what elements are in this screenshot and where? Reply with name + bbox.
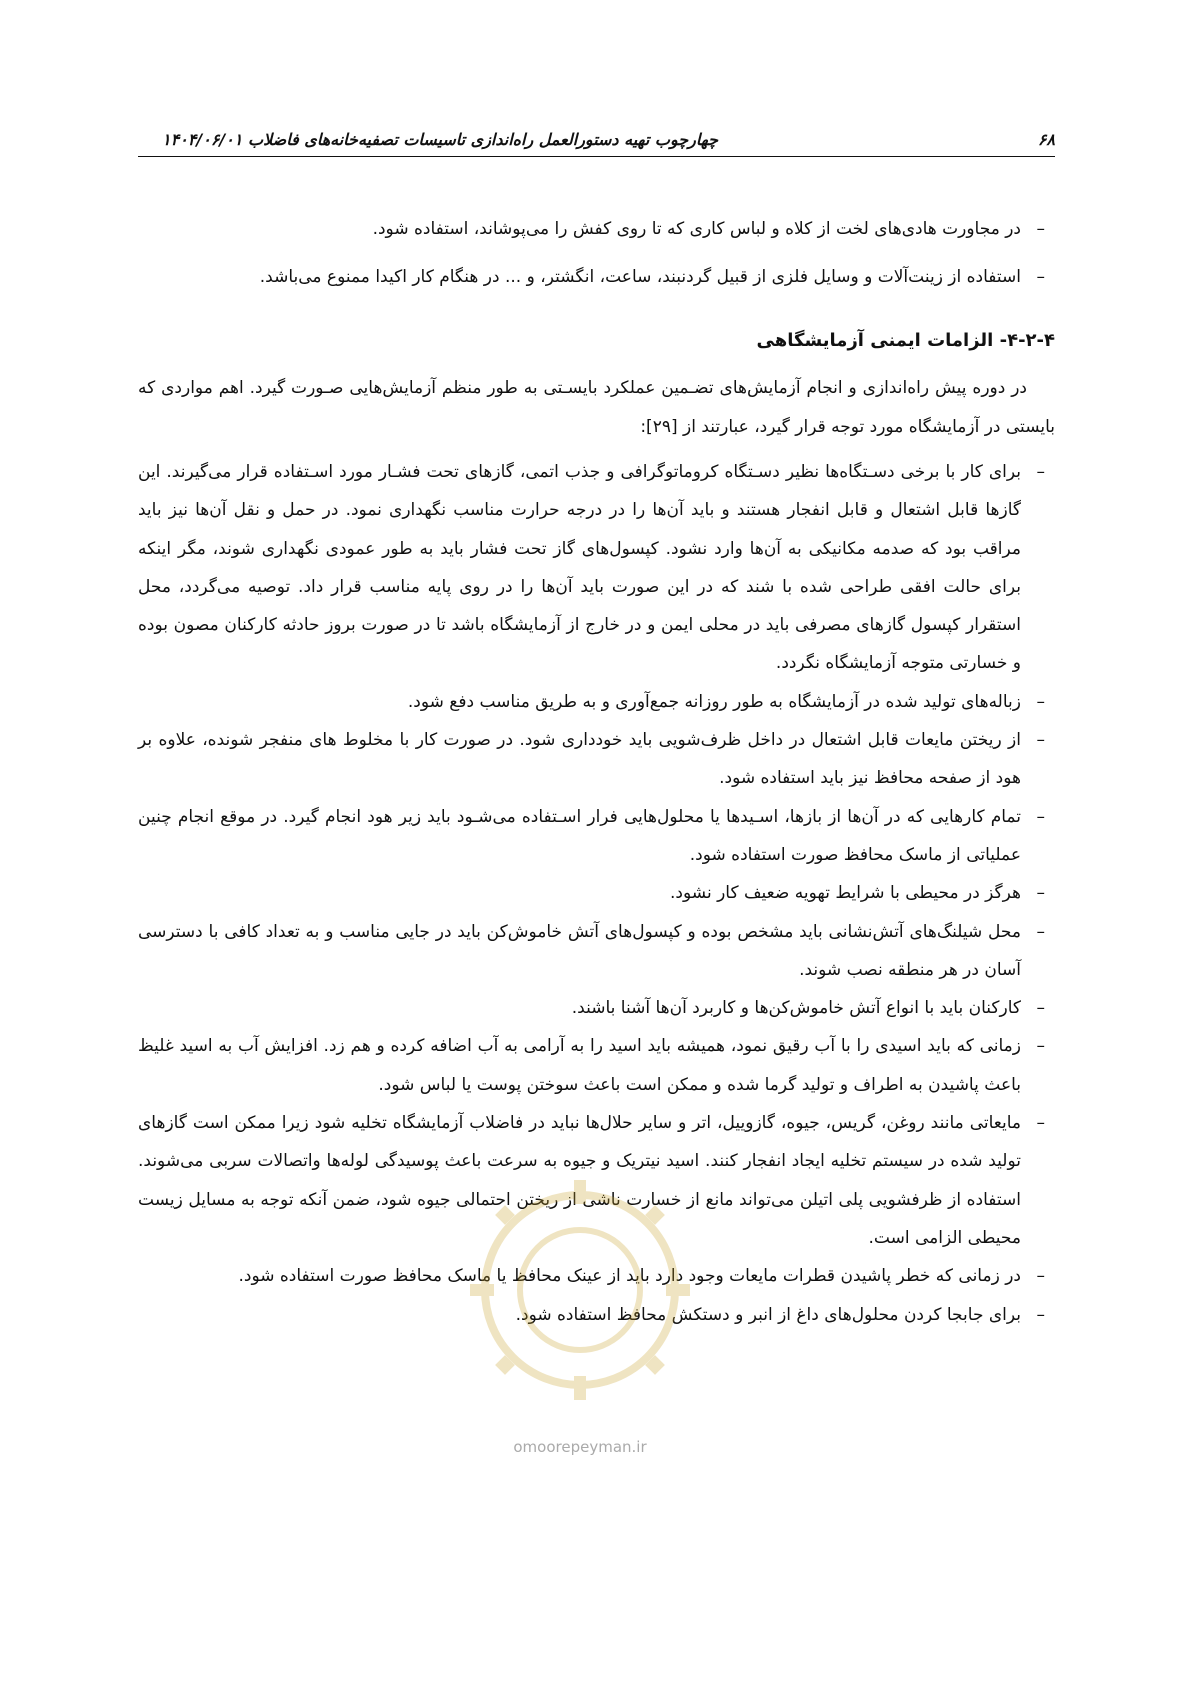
list-item (138, 798, 1055, 875)
bullet-dash: – (1036, 1036, 1045, 1057)
list-item (138, 683, 1055, 721)
list-item-text: استفاده از زینت‌آلات و وسایل فلزی از قبیل گردنبند، ساعت، انگشتر، و ... در هنگام کار اکیدا ممنوع می‌باشد. (259, 267, 1021, 287)
list-item (138, 913, 1055, 990)
header-title: چهارچوب تهیه دستورالعمل راه‌اندازی تاسیسات تصفیه‌خانه‌های فاضلاب (248, 130, 719, 149)
bullet-dash: – (1036, 267, 1045, 287)
section-intro: در دوره پیش راه‌اندازی و انجام آزمایش‌های تضـمین عملکرد بایسـتی به طور منظم آزمایش‌هایی صـورت گیرد. اهم مواردی که بایستی در آزمایشگاه مورد توجه قرار گیرد، عبارتند از [۲۹]: (138, 378, 1055, 437)
list-item-text: کارکنان باید با انواع آتش خاموش‌کن‌ها و کاربرد آن‌ها آشنا باشند. (571, 998, 1021, 1019)
list-item-text: از ریختن مایعات قابل اشتعال در داخل ظرف‌شویی باید خودداری شود. در صورت کار با مخلوط های منفجر شونده، علاوه بر هود از صفحه محافظ نیز باید استفاده شود. (138, 730, 1021, 789)
list-item-text: مایعاتی مانند روغن، گریس، جیوه، گازوییل، اتر و سایر حلال‌ها نباید در فاضلاب آزمایشگاه تخلیه شود زیرا ممکن است گازهای تولید شده در سیستم تخلیه ایجاد انفجار کنند. اسید نیتریک و جیوه به سرعت باعث پوسیدگی لوله‌ها واتصالات سربی می‌شوند. استفاده از ظرفشویی پلی اتیلن می‌تواند مانع از خسارت ناشی از ریختن احتمالی جیوه شود، ضمن آنکه توجه به مسایل زیست محیطی الزامی است. (138, 1113, 1021, 1248)
list-item (138, 453, 1055, 683)
list-item-text: محل شیلنگ‌های آتش‌نشانی باید مشخص بوده و کپسول‌های آتش خاموش‌کن باید در جایی مناسب و به تعداد کافی با دسترسی آسان در هر منطقه نصب شوند. (138, 921, 1021, 980)
page-body (138, 212, 1055, 1334)
page-header (138, 128, 1055, 154)
list-item-text: برای جابجا کردن محلول‌های داغ از انبر و دستکش محافظ استفاده شود. (515, 1304, 1021, 1325)
list-item-text: هرگز در محیطی با شرایط تهویه ضعیف کار نشود. (670, 883, 1021, 904)
watermark-url: omoorepeyman.ir (513, 1438, 647, 1456)
safety-bullet-list (138, 453, 1055, 1334)
list-item-text: تمام کارهایی که در آن‌ها از بازها، اسـیدها یا محلول‌هایی فرار اسـتفاده می‌شـود باید زیر هود انجام گیرد. در موقع انجام چنین عملیاتی از ماسک محافظ صورت استفاده شود. (138, 806, 1021, 865)
list-item (138, 1296, 1055, 1334)
section-heading: ۴-۲-۴- الزامات ایمنی آزمایشگاهی (756, 330, 1055, 351)
list-item (138, 1104, 1055, 1257)
page-number: ۶۸ (1037, 130, 1055, 149)
list-item-text: در مجاورت هادی‌های لخت از کلاه و لباس کاری که تا روی کفش را می‌پوشاند، استفاده شود. (372, 219, 1021, 239)
bullet-dash: – (1036, 1266, 1045, 1287)
bullet-dash: – (1036, 462, 1045, 482)
list-item (138, 721, 1055, 798)
list-item (138, 874, 1055, 912)
list-item-text: برای کار با برخی دسـتگاه‌ها نظیر دسـتگاه کروماتوگرافی و جذب اتمی، گازهای تحت فشـار مورد اسـتفاده قرار می‌گیرند. این گازها قابل اشتعال و قابل انفجار هستند و باید آن‌ها را در درجه حرارت مناسب نگهداری نمود. در حمل و نقل آن‌ها نیز باید مراقب بود که صدمه مکانیکی به آن‌ها وارد نشود. کپسول‌های گاز تحت فشار باید به طور عمودی نگهداری شوند، مگر اینکه برای حالت افقی طراحی شده با شند که در این صورت باید آن‌ها را در روی پایه مناسب قرار داد. توصیه می‌گردد، محل استقرار کپسول گازهای مصرفی باید در محلی ایمن و در خارج از آزمایشگاه باشد تا در صورت بروز حادثه کارکنان مصون بوده و خسارتی متوجه آزمایشگاه نگردد. (138, 462, 1021, 674)
list-item (138, 212, 1055, 247)
bullet-dash: – (1036, 1304, 1045, 1325)
bullet-dash: – (1036, 883, 1045, 904)
list-item-text: در زمانی که خطر پاشیدن قطرات مایعات وجود دارد باید از عینک محافظ یا ماسک محافظ صورت استفاده شود. (238, 1266, 1021, 1287)
bullet-dash: – (1036, 1113, 1045, 1134)
header-date: ۱۴۰۴/۰۶/۰۱ (162, 130, 243, 149)
list-item-text: زمانی که باید اسیدی را با آب رقیق نمود، همیشه باید اسید را به آرامی به آب اضافه کرده و هم زد. افزایش آب به اسید غلیظ باعث پاشیدن به اطراف و تولید گرما شده و ممکن است باعث سوختن پوست یا لباس شود. (138, 1036, 1021, 1095)
list-item (138, 989, 1055, 1027)
bullet-dash: – (1036, 730, 1045, 751)
list-item (138, 1257, 1055, 1295)
bullet-dash: – (1036, 691, 1045, 712)
list-item (138, 260, 1055, 295)
running-title (138, 130, 718, 149)
bullet-dash: – (1036, 806, 1045, 827)
list-item-text: زباله‌های تولید شده در آزمایشگاه به طور روزانه جمع‌آوری و به طریق مناسب دفع شود. (407, 691, 1021, 712)
bullet-dash: – (1036, 219, 1045, 239)
header-rule (138, 156, 1055, 157)
bullet-dash: – (1036, 998, 1045, 1019)
top-bullet-list (138, 212, 1055, 295)
bullet-dash: – (1036, 921, 1045, 942)
list-item (138, 1027, 1055, 1104)
